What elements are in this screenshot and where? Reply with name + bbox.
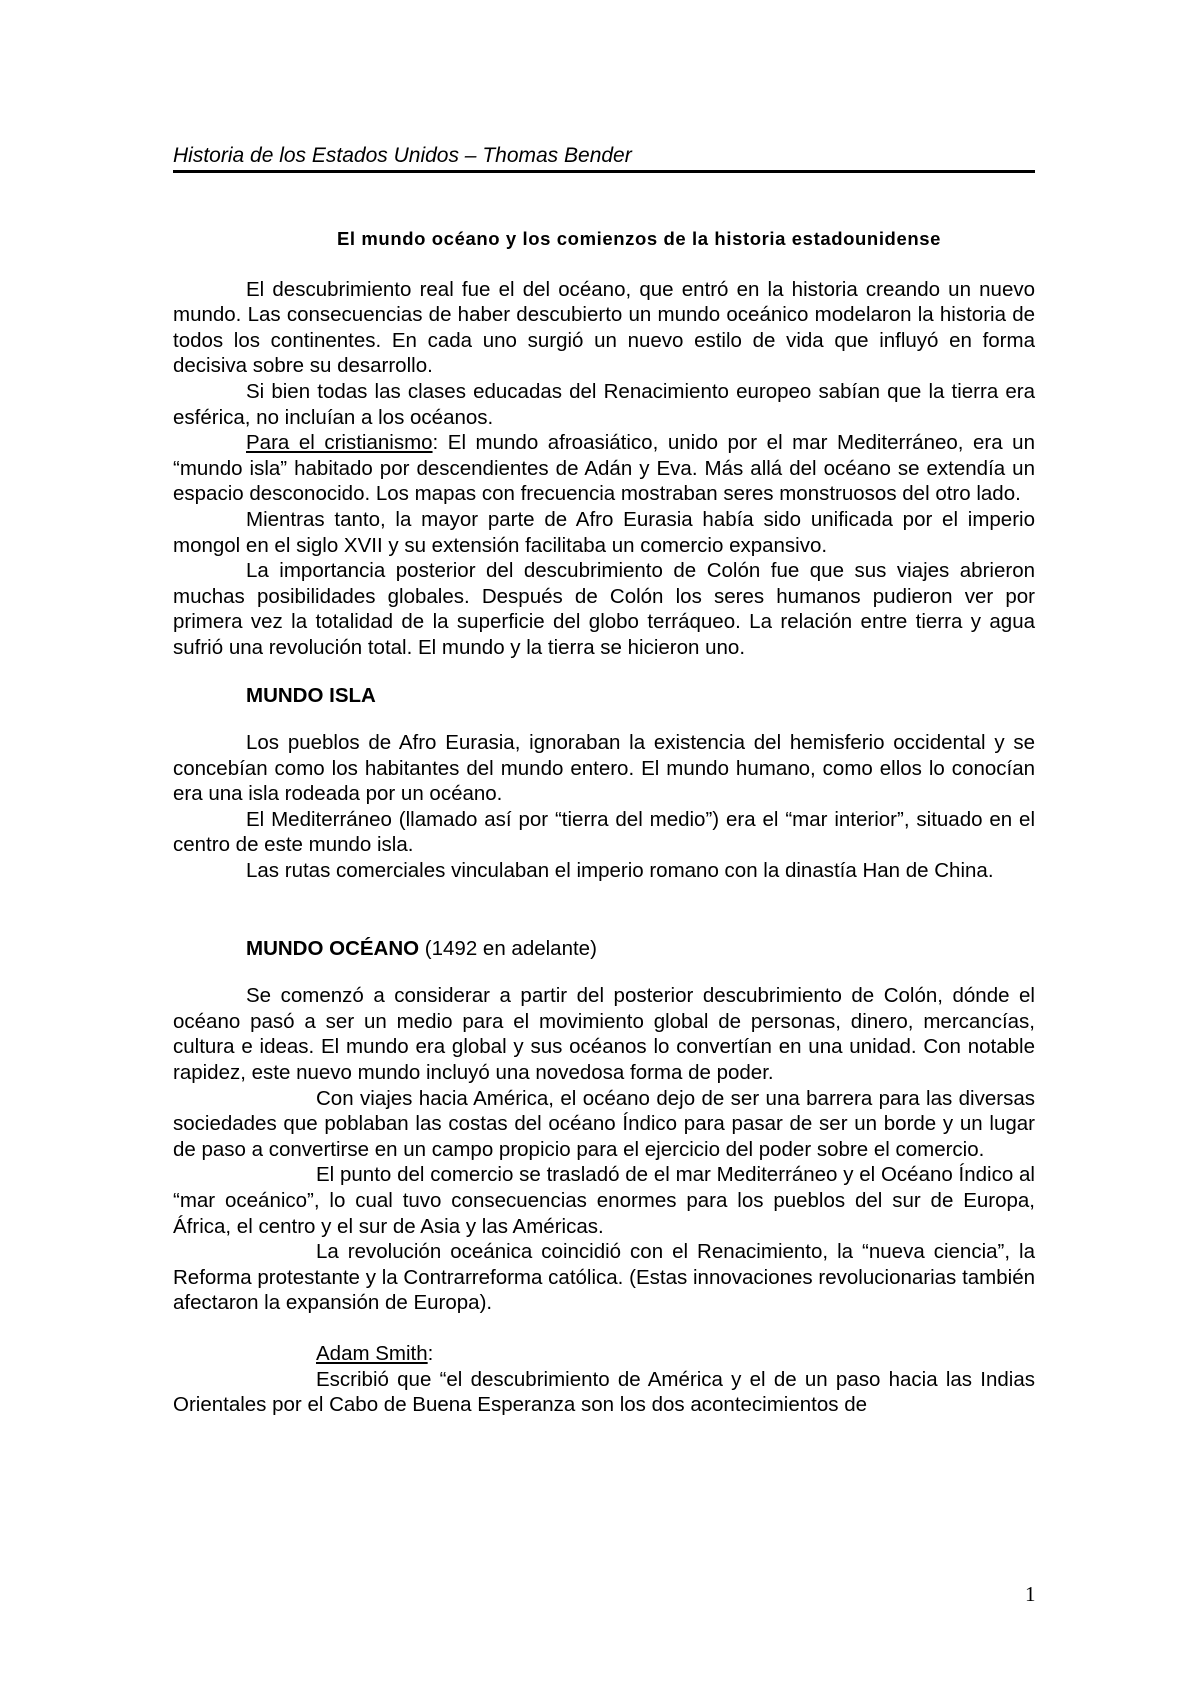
adam-smith-heading: Adam Smith: [316, 1341, 434, 1365]
paragraph: Los pueblos de Afro Eurasia, ignoraban la existencia del hemisferio occidental y se concebían como los habitantes del mundo entero. El mundo humano, como ellos lo conocían era una isla rodeada por un océano. [173, 731, 1035, 806]
running-header: Historia de los Estados Unidos – Thomas Bender [173, 143, 1035, 173]
paragraph: El punto del comercio se trasladó de el mar Mediterráneo y el Océano Índico al “mar oceánico”, lo cual tuvo consecuencias enormes para los pueblos del sur de Europa, África, el centro y el sur de Asia y las Américas. [173, 1163, 1035, 1238]
paragraph: Se comenzó a considerar a partir del posterior descubrimiento de Colón, dónde el océano pasó a ser un medio para el movimiento global de personas, dinero, mercancías, cultura e ideas. El mundo era global y sus océanos lo convertían en una unidad. Con notable rapidez, este nuevo mundo incluyó una novedosa forma de poder. [173, 984, 1035, 1085]
cristianismo-label: Para el cristianismo [246, 431, 433, 455]
cristianismo-text: : El mundo afroasiático, unido por el mar Mediterráneo, era un “mundo isla” habitado por descendientes de Adán y Eva. Más allá del océano se extendía un espacio desconocido. Los mapas con frecuencia mostraban seres monstruosos del otro lado. [173, 431, 1035, 506]
document-body [173, 226, 1035, 1418]
paragraph [173, 430, 1035, 507]
paragraph: La revolución oceánica coincidió con el Renacimiento, la “nueva ciencia”, la Reforma protestante y la Contrarreforma católica. (Estas innovaciones revolucionarias también afectaron la expansión de Europa). [173, 1240, 1035, 1315]
paragraph: Mientras tanto, la mayor parte de Afro Eurasia había sido unificada por el imperio mongol en el siglo XVII y su extensión facilitaba un comercio expansivo. [173, 507, 1035, 557]
paragraph: Escribió que “el descubrimiento de América y el de un paso hacia las Indias Orientales por el Cabo de Buena Esperanza son los dos acontecimientos de [173, 1367, 1035, 1417]
adam-smith-label: Adam Smith [316, 1341, 428, 1365]
section-heading-mundo-oceano: MUNDO OCÉANO (1492 en adelante) [246, 936, 597, 960]
paragraph: Si bien todas las clases educadas del Renacimiento europeo sabían que la tierra era esférica, no incluían a los océanos. [173, 379, 1035, 429]
paragraph: La importancia posterior del descubrimiento de Colón fue que sus viajes abrieron muchas posibilidades globales. Después de Colón los seres humanos pudieron ver por primera vez la totalidad de la superficie del globo terráqueo. La relación entre tierra y agua sufrió una revolución total. El mundo y la tierra se hicieron uno. [173, 559, 1035, 659]
section-heading-mundo-isla: MUNDO ISLA [246, 683, 376, 707]
paragraph: Con viajes hacia América, el océano dejo de ser una barrera para las diversas sociedades que poblaban las costas del océano Índico para pasar de ser un borde y un lugar de paso a convertirse en un campo propicio para el ejercicio del poder sobre el comercio. [173, 1086, 1035, 1161]
page-number: 1 [1025, 1582, 1036, 1606]
document-title: El mundo océano y los comienzos de la historia estadounidense [336, 228, 942, 249]
paragraph: Las rutas comerciales vinculaban el imperio romano con la dinastía Han de China. [246, 859, 994, 883]
paragraph: El descubrimiento real fue el del océano, que entró en la historia creando un nuevo mundo. Las consecuencias de haber descubierto un mundo oceánico modelaron la historia de todos los continentes. En cada uno surgió un nuevo estilo de vida que influyó en forma decisiva sobre su desarrollo. [173, 277, 1035, 378]
paragraph: El Mediterráneo (llamado así por “tierra del medio”) era el “mar interior”, situado en el centro de este mundo isla. [173, 807, 1035, 857]
